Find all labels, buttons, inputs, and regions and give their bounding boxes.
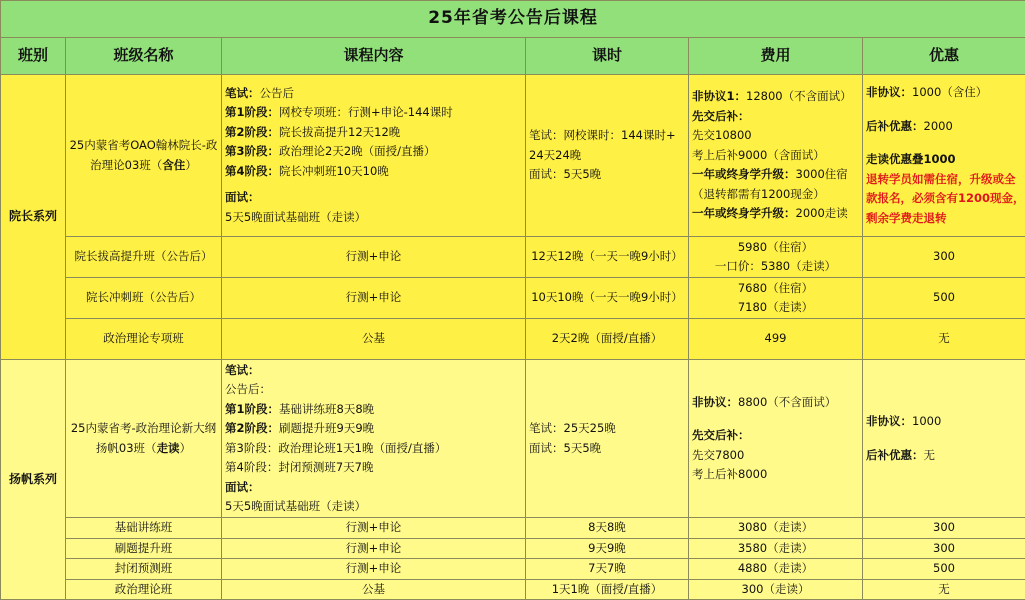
fees-cell: 非协议1：12800（不含面试） 先交后补： 先交10800 考上后补9000（含面试） 一年或终身学升级：3000住宿 （退转都需有1200现金） 一年或终身学升级：2000走读	[689, 75, 863, 237]
class-name-cell: 25内蒙省考-政治理论新大纲 扬帆03班（走读）	[66, 360, 222, 518]
table-row	[1, 360, 1025, 518]
fees-cell: 3080（走读）	[689, 518, 863, 539]
hours-cell: 12天12晚（一天一晚9小时）	[526, 237, 689, 278]
class-name-cell: 25内蒙省考OAO翰林院长-政 治理论03班（含住）	[66, 75, 222, 237]
discount-cell: 500	[863, 559, 1025, 580]
table-row	[1, 237, 1025, 278]
header-discount: 优惠	[863, 38, 1025, 75]
hours-cell: 7天7晚	[526, 559, 689, 580]
header-class-type: 班别	[1, 38, 66, 75]
course-content-cell: 笔试： 公告后： 第1阶段：基础讲练班8天8晚 第2阶段：刷题提升班9天9晚 第3阶段：政治理论班1天1晚（面授/直播） 第4阶段：封闭预测班7天7晚 面试： 5天5晚面试基础班（走读）	[222, 360, 526, 518]
course-content-cell: 公基	[222, 319, 526, 360]
fees-cell: 5980（住宿） 一口价：5380（走读）	[689, 237, 863, 278]
hours-cell: 笔试：网校课时：144课时+ 24天24晚 面试：5天5晚	[526, 75, 689, 237]
header-hours: 课时	[526, 38, 689, 75]
fees-cell: 非协议：8800（不含面试） 先交后补： 先交7800 考上后补8000	[689, 360, 863, 518]
hours-cell: 笔试：25天25晚 面试：5天5晚	[526, 360, 689, 518]
discount-cell: 非协议：1000（含住） 后补优惠：2000 走读优惠叠1000 退转学员如需住宿，升级或全 款报名，必须含有1200现金， 剩余学费走退转	[863, 75, 1025, 237]
header-fees: 费用	[689, 38, 863, 75]
table-row	[1, 518, 1025, 539]
header-course-content: 课程内容	[222, 38, 526, 75]
class-name-cell: 院长冲刺班（公告后）	[66, 278, 222, 319]
course-content-cell: 行测+申论	[222, 237, 526, 278]
table-title: 25年省考公告后课程	[1, 1, 1025, 38]
class-name-cell: 刷题提升班	[66, 538, 222, 559]
series-label: 院长系列	[1, 75, 66, 360]
hours-cell: 2天2晚（面授/直播）	[526, 319, 689, 360]
table-row	[1, 278, 1025, 319]
fees-cell: 499	[689, 319, 863, 360]
hours-cell: 8天8晚	[526, 518, 689, 539]
discount-cell: 300	[863, 538, 1025, 559]
transfer-notice: 退转学员如需住宿，升级或全	[866, 170, 1022, 190]
class-name-cell: 封闭预测班	[66, 559, 222, 580]
course-content-cell: 行测+申论	[222, 559, 526, 580]
series-label: 扬帆系列	[1, 360, 66, 600]
table-row	[1, 559, 1025, 580]
discount-cell: 非协议：1000 后补优惠：无	[863, 360, 1025, 518]
hours-cell: 10天10晚（一天一晚9小时）	[526, 278, 689, 319]
fees-cell: 3580（走读）	[689, 538, 863, 559]
table-row	[1, 538, 1025, 559]
course-content-cell: 行测+申论	[222, 538, 526, 559]
hours-cell: 9天9晚	[526, 538, 689, 559]
class-name-cell: 基础讲练班	[66, 518, 222, 539]
discount-cell: 300	[863, 518, 1025, 539]
table-row	[1, 75, 1025, 237]
discount-cell: 无	[863, 319, 1025, 360]
class-name-cell: 院长拔高提升班（公告后）	[66, 237, 222, 278]
header-class-name: 班级名称	[66, 38, 222, 75]
discount-cell: 300	[863, 237, 1025, 278]
fees-cell: 300（走读）	[689, 579, 863, 600]
discount-cell: 500	[863, 278, 1025, 319]
fees-cell: 7680（住宿） 7180（走读）	[689, 278, 863, 319]
fees-cell: 4880（走读）	[689, 559, 863, 580]
discount-cell: 无	[863, 579, 1025, 600]
class-name-cell: 政治理论专项班	[66, 319, 222, 360]
table-row	[1, 579, 1025, 600]
class-name-cell: 政治理论班	[66, 579, 222, 600]
course-content-cell: 行测+申论	[222, 518, 526, 539]
hours-cell: 1天1晚（面授/直播）	[526, 579, 689, 600]
course-content-cell: 笔试：公告后 第1阶段：网校专项班：行测+申论-144课时 第2阶段：院长拔高提升12天12晚 第3阶段：政治理论2天2晚（面授/直播） 第4阶段：院长冲刺班10天10晚 面试： 5天5晚面试基础班（走读）	[222, 75, 526, 237]
course-content-cell: 行测+申论	[222, 278, 526, 319]
course-content-cell: 公基	[222, 579, 526, 600]
table-row	[1, 319, 1025, 360]
